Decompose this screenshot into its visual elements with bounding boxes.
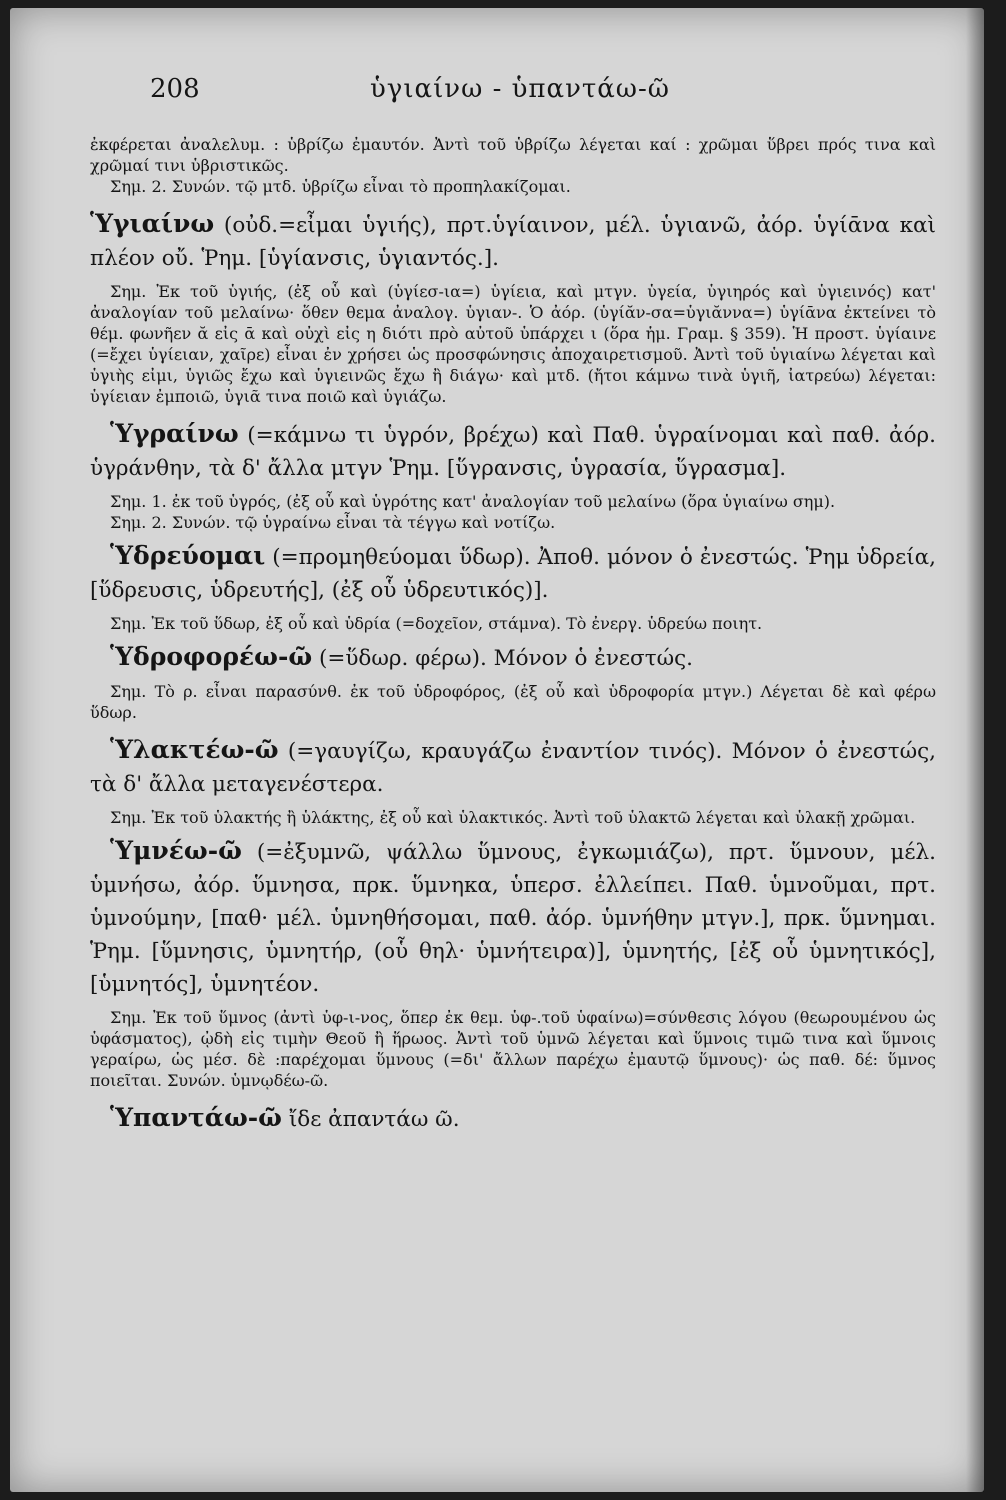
entry-note: Σημ. Ἐκ τοῦ ὕδωρ, ἐξ οὗ καὶ ὑδρία (=δοχεῖον, στάμνα). Τὸ ἐνεργ. ὑδρεύω ποιητ.: [110, 614, 763, 633]
note: Σημ. 2. Συνών. τῷ μτδ. ὑβρίζω εἶναι τὸ προπηλακίζομαι.: [110, 177, 571, 196]
entry-note: Σημ. Ἐκ τοῦ ὑλακτής ἢ ὑλάκτης, ἐξ οὗ καὶ ὑλακτικός. Ἀντὶ τοῦ ὑλακτῶ λέγεται καὶ ὑλακῇ χρῶμαι.: [110, 808, 916, 827]
entry-definition: ἴδε ἀπαντάω ῶ.: [281, 1107, 460, 1132]
entry-ygraino: [90, 417, 936, 485]
entry-note: Σημ. 2. Συνών. τῷ ὑγραίνω εἶναι τὰ τέγγω καὶ νοτίζω.: [110, 513, 556, 532]
entry-definition: (=ἐξυμνῶ, ψάλλω ὕμνους, ἐγκωμιάζω), πρτ. ὕμνουν, μέλ. ὑμνήσω, ἀόρ. ὕμνησα, πρκ. ὕμνηκα, ὑπερσ. ἐλλείπει. Παθ. ὑμνοῦμαι, πρτ. ὑμνούμην, [παθ· μέλ. ὑμνηθήσομαι, παθ. ἀόρ. ὑμνήθην μτγν.], πρκ. ὕμνημαι. Ῥημ. [ὕμνησις, ὑμνητήρ, (οὗ θηλ· ὑμνήτειρα)], ὑμνητής, [ἐξ οὗ ὑμνητικός], [ὑμνητός], ὑμνητέον.: [90, 840, 936, 997]
page-header: [10, 74, 984, 114]
entry-headword: Ὑλακτέω-ῶ: [110, 735, 279, 764]
entry-ydroforeo: [90, 640, 936, 675]
entry-definition: (οὐδ.=εἶμαι ὑγιής), πρτ.ὑγίαινον, μέλ. ὑγιανῶ, ἀόρ. ὑγίᾱνα καὶ πλέον οὔ. Ῥημ. [ὑγίανσις, ὑγιαντός.].: [90, 213, 936, 271]
entry-ypantao: [90, 1101, 936, 1136]
entry-headword: Ὑδροφορέω-ῶ: [110, 642, 313, 671]
entry-ylakteo: [90, 733, 936, 801]
entry-headword: Ὑμνέω-ῶ: [110, 836, 242, 865]
entry-headword: Ὑπαντάω-ῶ: [110, 1103, 282, 1132]
book-page: [10, 8, 984, 1492]
entry-ygiaino: [90, 207, 936, 275]
entry-note: Σημ. 1. ἐκ τοῦ ὑγρός, (ἐξ οὗ καὶ ὑγρότης κατ' ἀναλογίαν τοῦ μελαίνω (ὅρα ὑγιαίνω σημ).: [110, 492, 836, 511]
entry-note: Σημ. Ἐκ τοῦ ὕμνος (ἀντὶ ὑφ-ι-νος, ὅπερ ἐκ θεμ. ὑφ-.τοῦ ὑφαίνω)=σύνθεσις λόγου (θεωρουμένου ὡς ὑφάσματος), ᾠδὴ εἰς τιμὴν Θεοῦ ἢ ἥρωος. Ἀντὶ τοῦ ὑμνῶ λέγεται καὶ ὕμνοις τιμῶ τινα καὶ ὕμνοις γεραίρω, ὡς μέσ. δὲ :παρέχομαι ὕμνους (=δι' ἄλλων παρέχω ἐμαυτῷ ὕμνους)· ὡς παθ. δέ: ὕμνος ποιεῖται. Συνών. ὑμνῳδέω-ῶ.: [90, 1008, 936, 1090]
page-body: [90, 134, 936, 1136]
entry-ydreyomai: [90, 539, 936, 607]
entry-definition: (=προμηθεύομαι ὕδωρ). Ἀποθ. μόνον ὁ ἐνεστώς. Ῥημ ὑδρεία, [ὕδρευσις, ὑδρευτής], (ἐξ οὗ ὑδρευτικός)].: [90, 545, 936, 603]
entry-definition: (=κάμνω τι ὑγρόν, βρέχω) καὶ Παθ. ὑγραίνομαι καὶ παθ. ἀόρ. ὑγράνθην, τὰ δ' ἄλλα μτγν Ῥημ. [ὕγρανσις, ὑγρασία, ὕγρασμα].: [90, 423, 936, 481]
entry-headword: Ὑγιαίνω: [90, 209, 215, 238]
entry-definition: (=γαυγίζω, κραυγάζω ἐναντίον τινός). Μόνον ὁ ἐνεστώς, τὰ δ' ἄλλα μεταγενέστερα.: [90, 739, 936, 797]
entry-note: Σημ. Ἐκ τοῦ ὑγιής, (ἐξ οὗ καὶ (ὑγίεσ-ια=) ὑγίεια, καὶ μτγν. ὑγεία, ὑγιηρός καὶ ὑγιεινός) κατ' ἀναλογίαν τοῦ μελαίνω· ὅθεν θεμα ἀναλογ. ὑγιαν-. Ὁ ἀόρ. (ὑγίᾰν-σα=ὑγιᾰννα=) ὑγίᾱνα ἐκτείνει τὸ θέμ. φωνῆεν ᾰ εἰς ᾱ καὶ οὐχὶ εἰς η διότι πρὸ αὐτοῦ ὑπάρχει ι (ὅρα ἡμ. Γραμ. § 359). Ἡ προστ. ὑγίαινε (=ἔχει ὑγίειαν, χαῖρε) εἶναι ἐν χρήσει ὡς προσφώνησις ἀποχαιρετισμοῦ. Ἀντὶ τοῦ ὑγιαίνω λέγεται καὶ ὑγιὴς εἰμι, ὑγιῶς ἔχω καὶ ὑγιεινῶς ἔχω ἢ διάγω· καὶ μτδ. (ἤτοι κάμνω τινὰ ὑγιῆ, ἰατρεύω) λέγεται: ὑγίειαν ἐμποιῶ, ὑγιᾶ τινα ποιῶ καὶ ὑγιάζω.: [90, 282, 936, 406]
entry-definition: (=ὕδωρ. φέρω). Μόνον ὁ ἐνεστώς.: [312, 646, 694, 671]
entry-headword: Ὑγραίνω: [110, 419, 239, 448]
continued-note: ἐκφέρεται ἀναλελυμ. : ὑβρίζω ἐμαυτόν. Ἀντὶ τοῦ ὑβρίζω λέγεται καί : χρῶμαι ὕβρει πρός τινα καὶ χρῶμαί τινι ὑβριστικῶς.: [90, 135, 936, 175]
page-number: 208: [150, 74, 200, 104]
entry-note: Σημ. Τὸ ρ. εἶναι παρασύνθ. ἐκ τοῦ ὑδροφόρος, (ἐξ οὗ καὶ ὑδροφορία μτγν.) Λέγεται δὲ καὶ φέρω ὕδωρ.: [90, 682, 936, 722]
entry-ymneo: [90, 834, 936, 1001]
entry-headword: Ὑδρεύομαι: [110, 541, 266, 570]
running-title: ὑγιαίνω - ὑπαντάω-ῶ: [370, 74, 670, 104]
